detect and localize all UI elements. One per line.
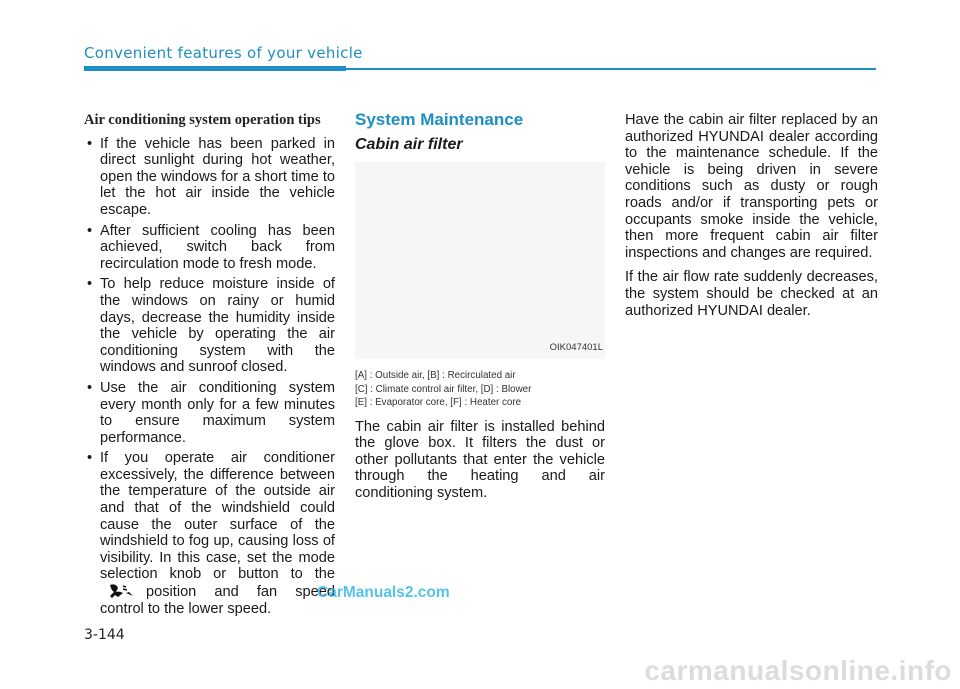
page-number: 3-144 bbox=[84, 627, 125, 643]
footer-watermark: carmanualsonline.info bbox=[644, 655, 952, 686]
tip-item: • To help reduce moisture inside of the windows on rainy or humid days, decrease the humidity inside the vehicle by operating the air conditioning system with the windows and sunroof closed. bbox=[84, 276, 335, 376]
floor-defrost-mode-icon bbox=[106, 583, 138, 599]
airflow-paragraph: If the air flow rate suddenly decreases, the system should be checked at an authorized HYUNDAI dealer. bbox=[625, 269, 878, 319]
caption-line: [C] : Climate control air filter, [D] : Blower bbox=[355, 383, 532, 395]
caption-line: [E] : Evaporator core, [F] : Heater core bbox=[355, 397, 522, 409]
section-header-title: Convenient features of your vehicle bbox=[84, 44, 363, 62]
header-rule-accent bbox=[84, 66, 346, 71]
replacement-column bbox=[625, 112, 878, 327]
section-title: System Maintenance bbox=[355, 110, 524, 129]
tip-item: • If the vehicle has been parked in direct sunlight during hot weather, open the windows for a short time to let the hot air inside the vehicle escape. bbox=[84, 136, 335, 219]
figure-caption bbox=[355, 369, 605, 410]
maintenance-column bbox=[355, 112, 605, 502]
tips-list bbox=[84, 136, 335, 618]
tip-item: • After sufficient cooling has been achieved, switch back from recirculation mode to fresh mode. bbox=[84, 223, 335, 273]
header-rule bbox=[346, 68, 876, 70]
tip-text: position and fan speed control to the lower speed. bbox=[100, 584, 335, 617]
figure-code: OIK047401L bbox=[549, 341, 603, 353]
subsection-title: Cabin air filter bbox=[355, 135, 463, 153]
watermark-link[interactable]: CarManuals2.com bbox=[317, 584, 450, 601]
caption-line: [A] : Outside air, [B] : Recirculated air bbox=[355, 370, 516, 382]
tip-item bbox=[84, 450, 335, 617]
replacement-paragraph: Have the cabin air filter replaced by an authorized HYUNDAI dealer according to the maintenance schedule. If the vehicle is being driven in severe conditions such as dusty or rough roads and/or if transporting pets or occupants smoke inside the vehicle, then more frequent cabin air filter inspections and changes are required. bbox=[625, 112, 878, 261]
tips-heading: Air conditioning system operation tips bbox=[84, 112, 321, 128]
filter-description: The cabin air filter is installed behind the glove box. It filters the dust or other pollutants that enter the vehicle through the heating and air conditioning system. bbox=[355, 418, 605, 502]
tip-text: If you operate air conditioner excessively, the difference between the temperature of the outside air and that of the windshield could cause the outer surface of the windshield to fog up, causing loss of visibility. In this case, set the mode selection knob or button to the bbox=[100, 450, 335, 583]
tips-column bbox=[84, 112, 335, 621]
tip-item: • Use the air conditioning system every month only for a few minutes to ensure maximum system performance. bbox=[84, 380, 335, 446]
cabin-air-filter-figure bbox=[355, 162, 605, 359]
